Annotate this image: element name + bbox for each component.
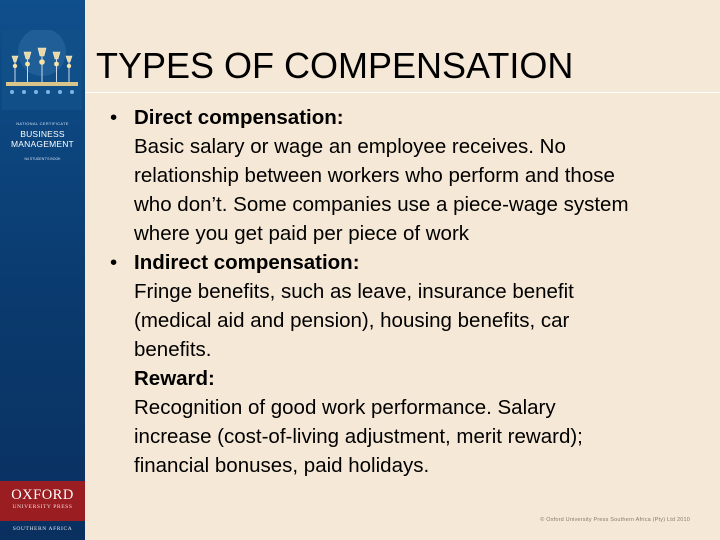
bullet-heading: Indirect compensation:	[134, 251, 360, 274]
slide-title: TYPES OF COMPENSATION	[96, 45, 574, 86]
book-edition-label: N4 STUDENT'S BOOK	[24, 157, 61, 161]
body-line: where you get paid per piece of work	[134, 222, 470, 245]
bullet-body	[134, 277, 716, 364]
reward-heading: Reward:	[134, 367, 215, 390]
bullet-dot-icon: •	[110, 251, 118, 274]
body-line: Recognition of good work performance. Salary	[134, 396, 556, 419]
bullet-direct-compensation	[110, 103, 716, 132]
book-cover-sidebar	[0, 0, 85, 540]
bullet-body	[134, 132, 716, 248]
body-line: financial bonuses, paid holidays.	[134, 454, 430, 477]
book-series-label: NATIONAL CERTIFICATE	[16, 121, 69, 126]
book-title-line: MANAGEMENT	[11, 139, 74, 149]
book-title	[0, 129, 85, 149]
body-line: Fringe benefits, such as leave, insurance benefit	[134, 280, 574, 303]
bullet-heading: Direct compensation:	[134, 106, 344, 129]
bullet-indirect-compensation	[110, 248, 716, 277]
publisher-region: SOUTHERN AFRICA	[12, 526, 73, 532]
publisher-name: OXFORD	[11, 487, 74, 503]
title-divider	[86, 92, 720, 93]
body-line: relationship between workers who perform and those	[134, 164, 615, 187]
body-line: (medical aid and pension), housing benefits, car	[134, 309, 570, 332]
copyright-footer: © Oxford University Press Southern Africa (Pty) Ltd 2010	[540, 517, 690, 523]
body-line: increase (cost-of-living adjustment, merit reward);	[134, 425, 583, 448]
body-line: who don’t. Some companies use a piece-wage system	[134, 193, 629, 216]
body-line: Basic salary or wage an employee receives. No	[134, 135, 566, 158]
lamps-illustration-icon	[2, 30, 82, 110]
bullet-dot-icon: •	[110, 106, 118, 129]
book-title-line: BUSINESS	[20, 129, 65, 139]
body-line: benefits.	[134, 338, 212, 361]
oxford-logo	[0, 481, 85, 521]
slide-content	[110, 103, 716, 480]
publisher-press: UNIVERSITY PRESS	[12, 504, 73, 510]
reward-body	[134, 393, 716, 480]
